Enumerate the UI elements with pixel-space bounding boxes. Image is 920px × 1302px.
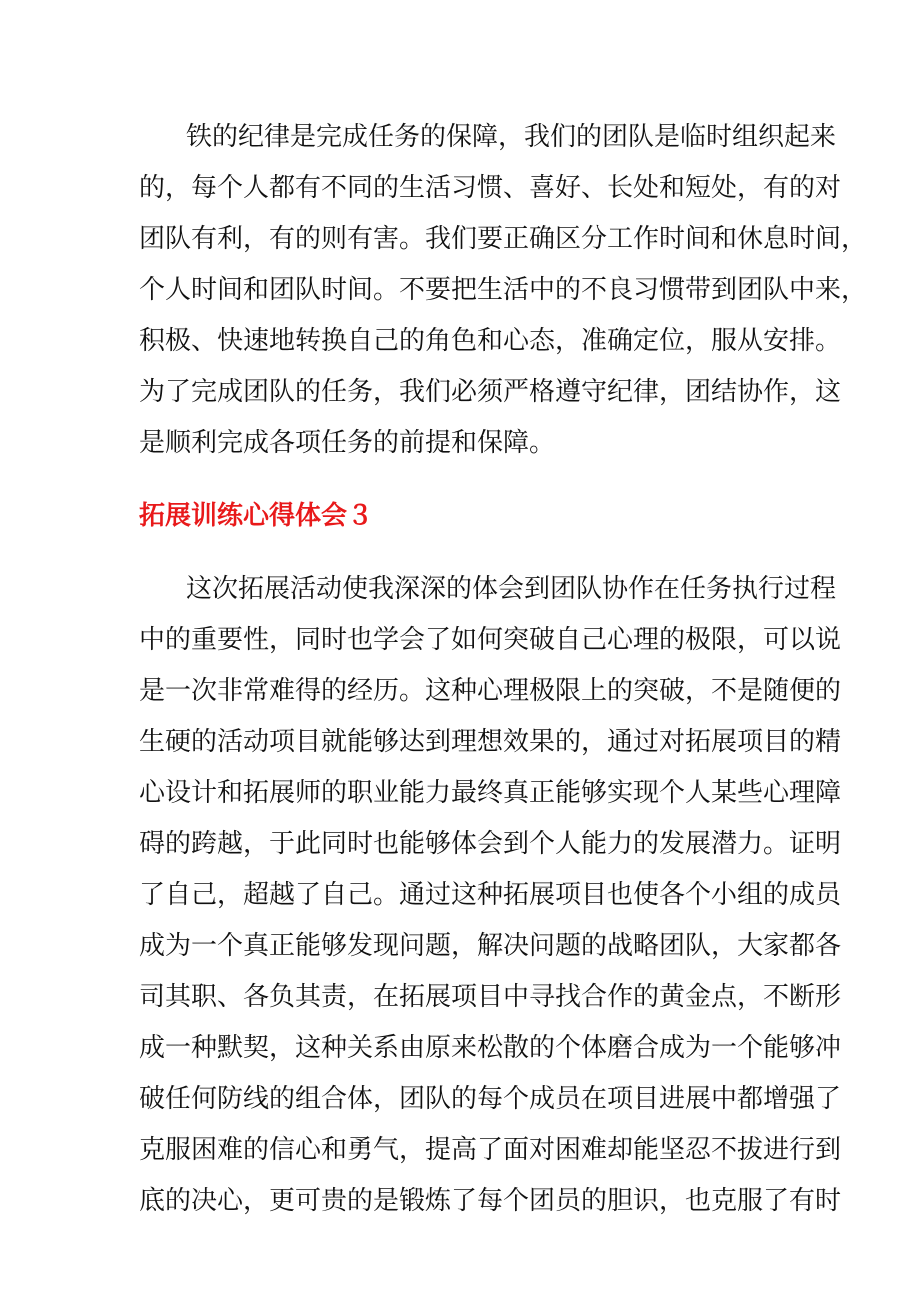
paragraph-line: 铁的纪律是完成任务的保障，我们的团队是临时组织起来 (186, 122, 837, 152)
heading-spacer (139, 542, 785, 564)
paragraph-line: 破任何防线的组合体，团队的每个成员在项目进展中都增强了 (139, 1084, 842, 1114)
paragraph-line: 中的重要性，同时也学会了如何突破自己心理的极限，可以说 (139, 625, 842, 655)
paragraph-line: 是顺利完成各项任务的前提和保障。 (139, 428, 556, 458)
paragraph-line: 司其职、各负其责，在拓展项目中寻找合作的黄金点，不断形 (139, 982, 842, 1012)
paragraph-line: 克服困难的信心和勇气，提高了面对困难却能坚忍不拔进行到 (139, 1135, 842, 1165)
paragraph-line: 为了完成团队的任务，我们必须严格遵守纪律，团结协作，这 (139, 377, 842, 407)
paragraph-line: 底的决心，更可贵的是锻炼了每个团员的胆识，也克服了有时 (139, 1186, 842, 1216)
paragraph-line: 团队有利，有的则有害。我们要正确区分工作时间和休息时间， (139, 224, 868, 254)
paragraph-line: 这次拓展活动使我深深的体会到团队协作在任务执行过程 (186, 574, 837, 604)
paragraph-line: 心设计和拓展师的职业能力最终真正能够实现个人某些心理障 (139, 778, 842, 808)
paragraph-line: 的，每个人都有不同的生活习惯、喜好、长处和短处，有的对 (139, 173, 842, 203)
paragraph-line: 碍的跨越，于此同时也能够体会到个人能力的发展潜力。证明 (139, 829, 842, 859)
paragraph-line: 是一次非常难得的经历。这种心理极限上的突破，不是随便的 (139, 676, 842, 706)
section-heading: 拓展训练心得体会３ (139, 501, 374, 531)
paragraph-line: 成一种默契，这种关系由原来松散的个体磨合成为一个能够冲 (139, 1033, 842, 1063)
paragraph-1 (139, 112, 868, 469)
document-content (139, 112, 868, 1227)
paragraph-line: 个人时间和团队时间。不要把生活中的不良习惯带到团队中来， (139, 275, 868, 305)
paragraph-line: 了自己，超越了自己。通过这种拓展项目也使各个小组的成员 (139, 880, 842, 910)
paragraph-line: 积极、快速地转换自己的角色和心态，准确定位，服从安排。 (139, 326, 842, 356)
paragraph-line: 生硬的活动项目就能够达到理想效果的，通过对拓展项目的精 (139, 727, 842, 757)
paragraph-line: 成为一个真正能够发现问题，解决问题的战略团队，大家都各 (139, 931, 842, 961)
paragraph-2 (139, 564, 842, 1227)
